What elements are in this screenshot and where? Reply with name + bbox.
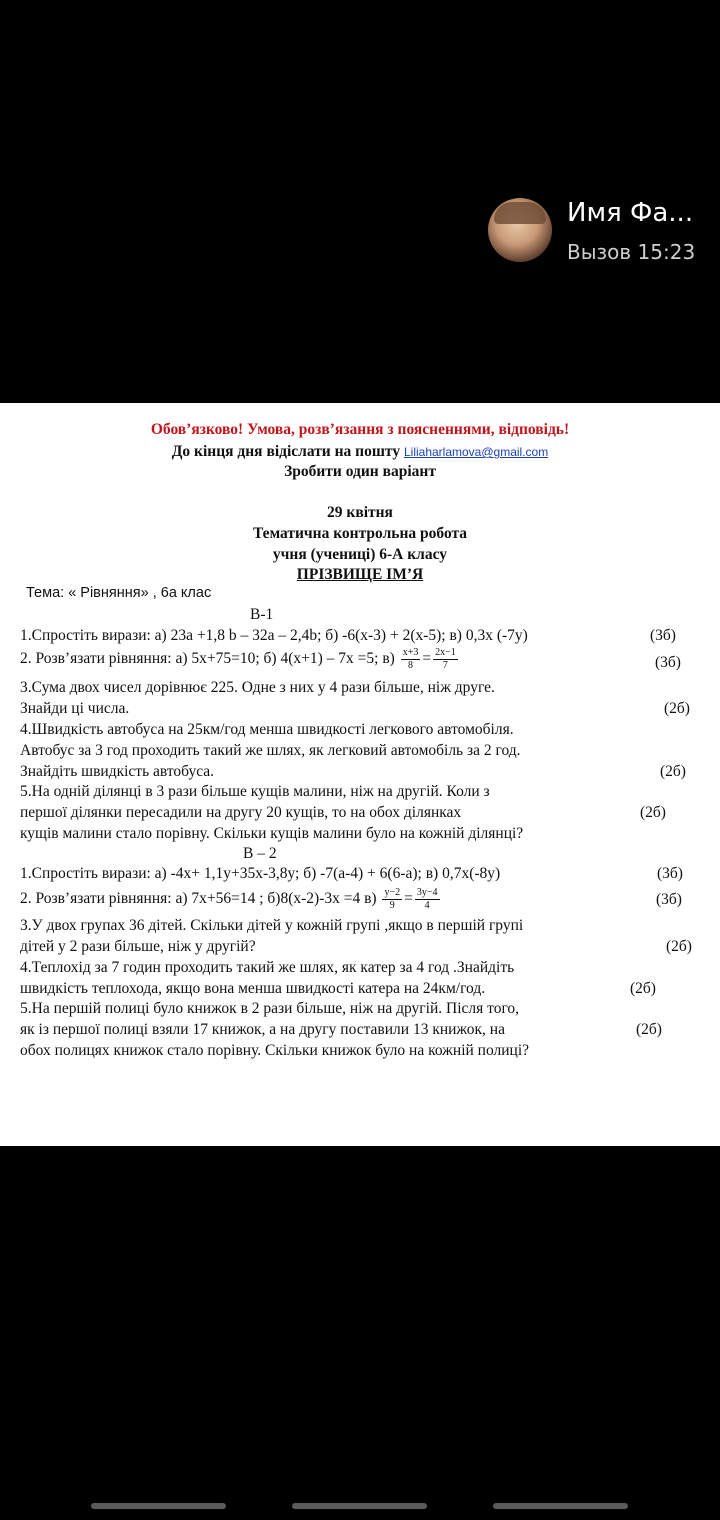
v1-task-5-line-2: першої ділянки пересадили на другу 20 кущів, то на обох ділянках [20,804,462,821]
header-send-text: До кінця дня відіслати на пошту [171,443,401,460]
v1-task-2-text: 2. Розв’язати рівняння: а) 5х+75=10; б) 4(х+1) – 7х =5; в) [20,650,395,668]
v2-task-5-score: (2б) [636,1021,662,1038]
header-variant: Зробити один варіант [284,463,436,480]
v1-task-3-line-2: Знайди ці числа. [20,700,130,717]
student-class: учня (учениці) 6-А класу [272,546,448,563]
document-photo[interactable] [0,403,720,1146]
v2-task-2-text: 2. Розв’язати рівняння: а) 7х+56=14 ; б)8(х-2)-3х =4 в) [20,890,377,908]
v1-task-3-score: (2б) [664,700,690,717]
v1-fraction-1-den: 8 [408,660,413,671]
caller-avatar[interactable] [488,198,552,262]
v1-fraction-1-num: х+3 [402,647,419,658]
v1-task-5-line-1: 5.На одній ділянці в 3 рази більше кущів малини, ніж на другій. Коли з [20,783,490,800]
v1-task-5-score: (2б) [640,804,666,821]
v2-fraction-2-num: 3у−4 [416,887,438,898]
v2-task-4-score: (2б) [630,980,656,997]
v2-task-4-line-2: швидкість теплохода, якщо вона менша швидкості катера на 24км/год. [20,980,486,997]
v1-fraction-2-num: 2х−1 [435,647,456,658]
v1-task-1-score: (3б) [650,627,676,644]
variant-2-label: В – 2 [243,845,277,862]
v1-fraction-2 [433,647,458,672]
doc-date: 29 квітня [327,504,393,521]
v2-task-2 [20,887,442,912]
v2-task-3-line-1: 3.У двох групах 36 дітей. Скільки дітей у кожній групі ,якщо в першій групі [20,917,524,934]
v1-fraction-2-den: 7 [442,660,448,671]
v1-equals: = [422,650,432,668]
v2-fraction-1 [382,887,402,912]
caller-name[interactable]: Имя Фа... [567,198,694,228]
variant-1-label: В-1 [250,606,274,623]
v1-fraction-1 [401,647,421,672]
v2-task-5-line-2: як із першої полиці взяли 17 книжок, а на другу поставили 13 книжок, на [20,1021,505,1038]
v1-task-2 [20,647,460,672]
v1-task-4-line-3: Знайдіть швидкість автобуса. [20,763,215,780]
email-link[interactable]: Liliaharlamova@gmail.com [403,445,549,459]
page-indicator-3[interactable] [493,1503,628,1509]
v1-task-1: 1.Спростіть вирази: а) 23а +1,8 b – 32а – 2,4b; б) -6(х-3) + 2(х-5); в) 0,3х (-7у) [20,627,528,644]
v2-task-2-score: (3б) [656,891,682,908]
v2-equals: = [404,890,413,908]
topic: Тема: « Рівняння» , 6а клас [26,585,212,601]
v2-task-4-line-1: 4.Теплохід за 7 годин проходить такий же шлях, як катер за 4 год .Знайдіть [20,959,515,976]
v1-task-4-score: (2б) [660,763,686,780]
v2-fraction-2 [415,887,440,912]
v2-task-1-score: (3б) [657,865,683,882]
page-indicator-2[interactable] [292,1503,427,1509]
v1-task-4-line-1: 4.Швидкість автобуса на 25км/год менша швидкості легкового автомобіля. [20,721,514,738]
v1-task-4-line-2: Автобус за 3 год проходить такий же шлях, як легковий автомобіль за 2 год. [20,742,521,759]
v1-task-2-score: (3б) [655,654,681,671]
v2-task-3-line-2: дітей у 2 рази більше, ніж у другій? [20,938,256,955]
v2-task-5-line-1: 5.На першій полиці було книжок в 2 рази більше, ніж на другій. Після того, [20,1000,520,1017]
v2-fraction-1-num: у−2 [384,887,401,898]
v2-fraction-2-den: 4 [424,900,430,911]
header-send [0,443,720,461]
v2-task-1: 1.Спростіть вирази: а) -4х+ 1,1у+35х-3,8у; б) -7(а-4) + 6(6-а); в) 0,7х(-8у) [20,865,501,882]
page-indicator-1[interactable] [91,1503,226,1509]
work-title: Тематична контрольна робота [252,525,468,542]
v2-task-3-score: (2б) [666,938,692,955]
v1-task-3-line-1: 3.Сума двох чисел дорівнює 225. Одне з них у 4 рази більше, ніж друге. [20,679,495,696]
call-status: Вызов 15:23 [567,240,696,264]
header-requirement: Обов’язково! Умова, розв’язання з поясненнями, відповідь! [150,421,570,438]
v1-task-5-line-3: кущів малини стало порівну. Скільки кущів малини було на кожній ділянці? [20,825,524,842]
surname-field: ПРІЗВИЩЕ ІМ’Я [296,566,424,583]
v2-task-5-line-3: обох полицях книжок стало порівну. Скільки книжок було на кожній полиці? [20,1042,530,1059]
v2-fraction-1-den: 9 [389,900,395,911]
